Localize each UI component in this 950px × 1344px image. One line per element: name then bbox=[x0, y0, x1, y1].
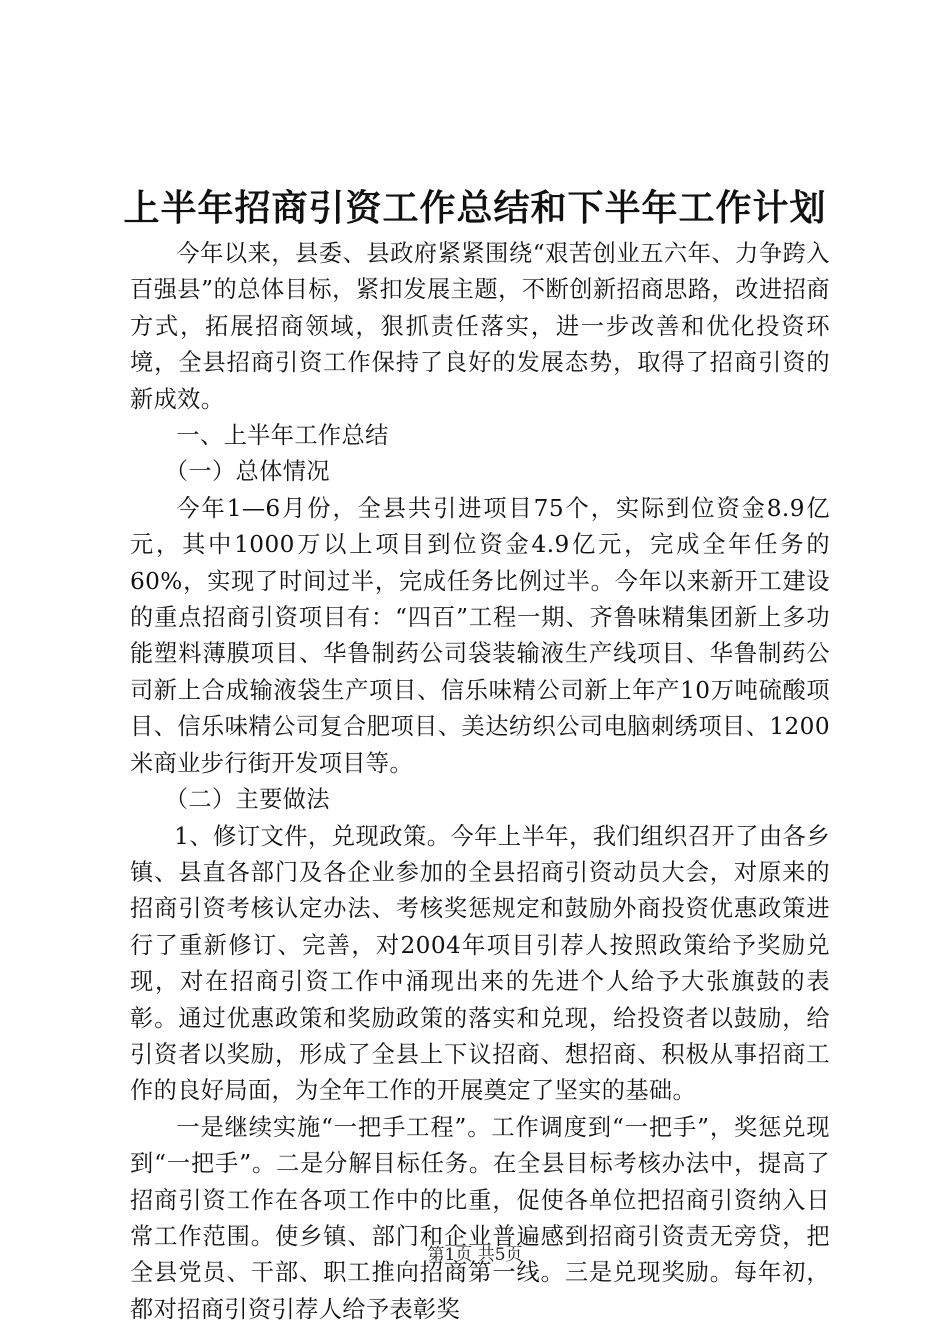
overview-paragraph: 今年1—6月份，全县共引进项目75个，实际到位资金8.9亿元，其中1000万以上项目到位资金4.9亿元，完成全年任务的60%，实现了时间过半，完成任务比例过半。今年以来新开工建设的重点招商引资项目有：“四百”工程一期、齐鲁味精集团新上多功能塑料薄膜项目、华鲁制药公司袋装输液生产线项目、华鲁制药公司新上合成输液袋生产项目、信乐味精公司新上年产10万吨硫酸项目、信乐味精公司复合肥项目、美达纺织公司电脑刺绣项目、1200米商业步行街开发项目等。 bbox=[130, 494, 830, 777]
document-title: 上半年招商引资工作总结和下半年工作计划 bbox=[123, 187, 827, 229]
document-body bbox=[130, 236, 830, 1328]
methods-paragraph-1: 1、修订文件，兑现政策。今年上半年，我们组织召开了由各乡镇、县直各部门及各企业参加的全县招商引资动员大会，对原来的招商引资考核认定办法、考核奖惩规定和鼓励外商投资优惠政策进行了重新修订、完善，对2004年项目引荐人按照政策给予奖励兑现，对在招商引资工作中涌现出来的先进个人给予大张旗鼓的表彰。通过优惠政策和奖励政策的落实和兑现，给投资者以鼓励，给引资者以奖励，形成了全县上下议招商、想招商、积极从事招商工作的良好局面，为全年工作的开展奠定了坚实的基础。 bbox=[130, 822, 830, 1105]
subsection-heading-methods: （二）主要做法 bbox=[164, 786, 330, 814]
page-footer: 第1页 共5页 bbox=[427, 1245, 523, 1265]
methods-paragraph-2: 一是继续实施“一把手工程”。工作调度到“一把手”，奖惩兑现到“一把手”。二是分解目标任务。在全县目标考核办法中，提高了招商引资工作在各项工作中的比重，促使各单位把招商引资纳入日常工作范围。使乡镇、部门和企业普遍感到招商引资责无旁贷，把全县党员、干部、职工推向招商第一线。三是兑现奖励。每年初，都对招商引资引荐人给予表彰奖 bbox=[130, 1113, 830, 1323]
subsection-heading-overview: （一）总体情况 bbox=[164, 458, 330, 486]
intro-paragraph: 今年以来，县委、县政府紧紧围绕“艰苦创业五六年、力争跨入百强县”的总体目标，紧扣发展主题，不断创新招商思路，改进招商方式，拓展招商领域，狠抓责任落实，进一步改善和优化投资环境，全县招商引资工作保持了良好的发展态势，取得了招商引资的新成效。 bbox=[130, 240, 830, 413]
section-heading-summary: 一、上半年工作总结 bbox=[176, 422, 389, 450]
